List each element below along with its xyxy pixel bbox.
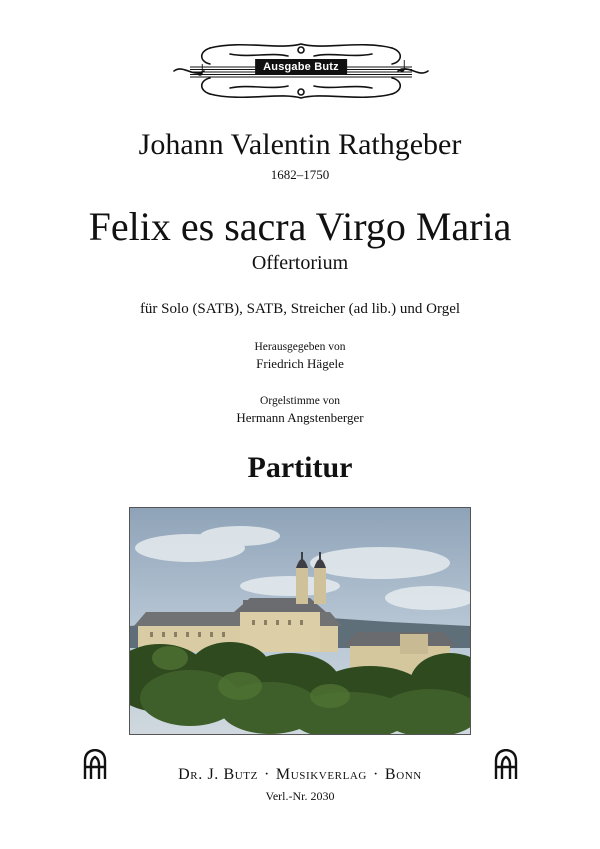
publisher-number: Verl.-Nr. 2030 [265, 789, 335, 803]
publisher-emblem [170, 38, 432, 104]
separator: · [372, 766, 379, 783]
editor-name: Friedrich Hägele [256, 356, 344, 371]
composer-dates: 1682–1750 [270, 167, 330, 182]
emblem-label: Ausgabe Butz [255, 59, 347, 75]
monastery-photo-icon [130, 508, 470, 734]
publisher-line [0, 765, 600, 785]
scoring-line: für Solo (SATB), SATB, Streicher (ad lib.) und Orgel [139, 301, 461, 317]
organ-part-name: Hermann Angstenberger [236, 410, 364, 425]
publisher-name: Dr. J. Butz [178, 766, 258, 783]
edition-type: Partitur [247, 451, 353, 484]
composer-name: Johann Valentin Rathgeber [138, 128, 462, 161]
cover-photo [129, 507, 471, 735]
editor-label: Herausgegeben von [254, 341, 346, 353]
organ-part-label: Orgelstimme von [260, 395, 340, 407]
work-title: Felix es sacra Virgo Maria [88, 204, 512, 249]
separator: · [263, 766, 270, 783]
publisher-city: Bonn [384, 766, 422, 783]
publisher-type: Musikverlag [275, 766, 367, 783]
work-subtitle: Offertorium [251, 252, 349, 274]
